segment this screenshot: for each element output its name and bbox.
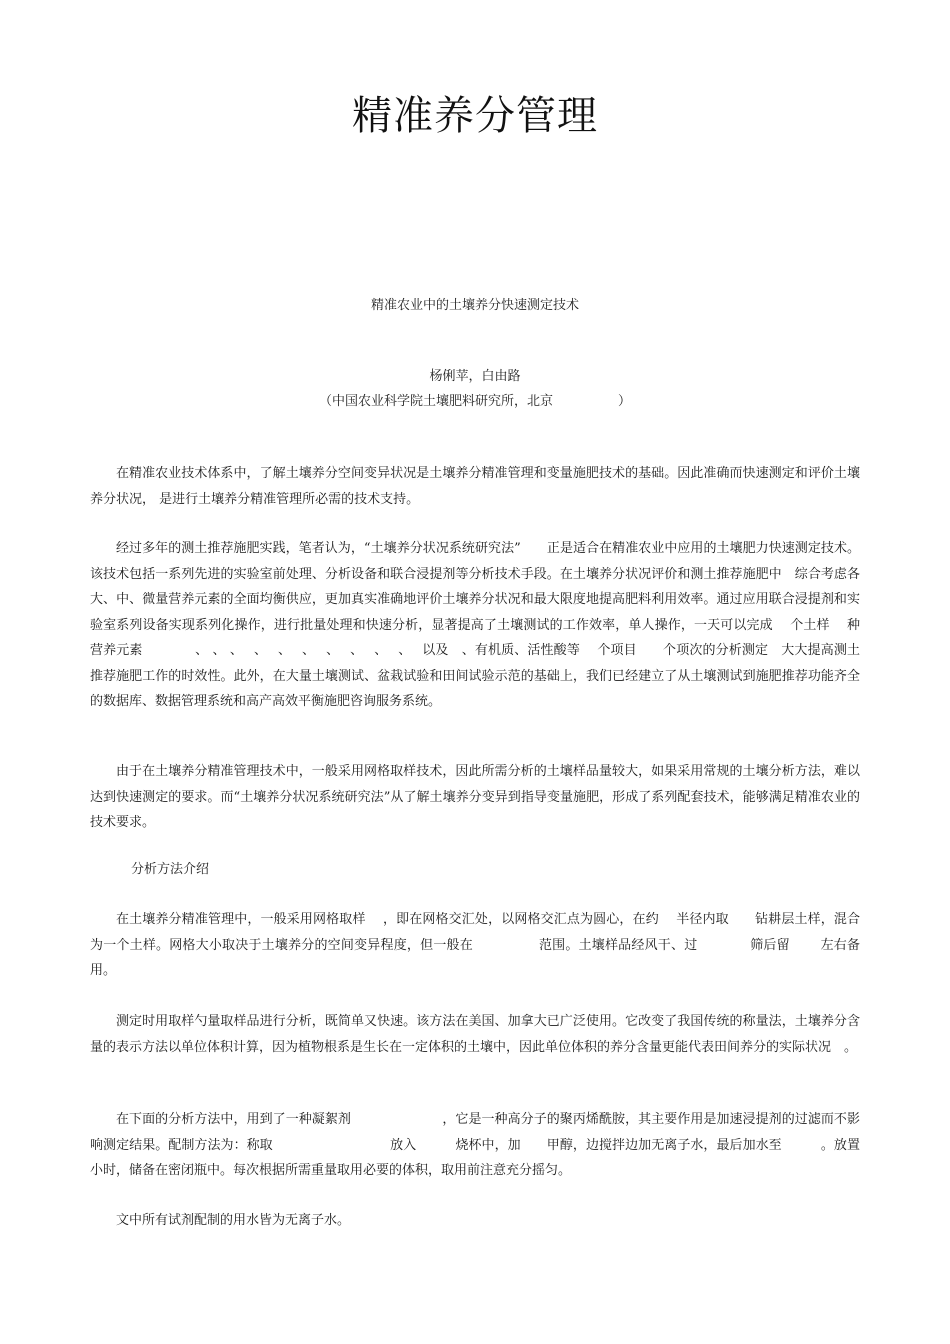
page-title: 精准养分管理 bbox=[352, 93, 598, 139]
article-subtitle: 精准农业中的土壤养分快速测定技术 bbox=[370, 298, 579, 313]
body-paragraph-block bbox=[90, 907, 860, 984]
section-heading: 分析方法介绍 bbox=[131, 862, 210, 877]
body-paragraph-block bbox=[90, 759, 860, 836]
paragraph-method-overview: 经过多年的测土推荐施肥实践，笔者认为，“土壤养分状况系统研究法” 正是适合在精准农业中应用的土壤肥力快速测定技术。该技术包括一系列先进的实验室前处理、分析设备和联合浸提剂等分析技术手段。在土壤养分状况评价和测土推荐施肥中 综合考虑各大、中、微量营养元素的全面均衡供应，更加真实准确地评价土壤养分状况和最大限度地提高肥料利用效率。通过应用联合浸提剂和实验室系列设备实现系列化操作，进行批量处理和快速分析，显著提高了土壤测试的工作效率，单人操作，一天可以完成 个土样 种营养元素 、 、 、 、 、 、 、 、 、 、 以及 、有机质、活性酸等 个项目 个项次的分析测定 大大提高测土推荐施肥工作的时效性。此外，在大量土壤测试、盆栽试验和田间试验示范的基础上，我们已经建立了从土壤测试到施肥推荐功能齐全的数据库、数据管理系统和高产高效平衡施肥咨询服务系统。 bbox=[90, 541, 860, 709]
paragraph-flocculant: 在下面的分析方法中，用到了一种凝絮剂 ，它是一种高分子的聚丙烯酰胺，其主要作用是加速浸提剂的过滤而不影响测定结果。配制方法为：称取 放入 烧杯中，加 甲醇，边搅拌边加无离子水，最后加水至 。放置 小时，储备在密闭瓶中。每次根据所需重量取用必要的体积，取用前注意充分摇匀。 bbox=[90, 1112, 878, 1178]
paragraph-grid-sampling: 在土壤养分精准管理中，一般采用网格取样 ，即在网格交汇处，以网格交汇点为圆心，在约 半径内取 钻耕层土样，混合为一个土样。网格大小取决于土壤养分的空间变异程度，但一般在 范围。土壤样品经风干、过 筛后留 左右备用。 bbox=[90, 912, 860, 978]
body-paragraph-block bbox=[90, 536, 860, 715]
paragraph-volume-measure: 测定时用取样勺量取样品进行分析，既简单又快速。该方法在美国、加拿大已广泛使用。它改变了我国传统的称量法，土壤养分含量的表示方法以单位体积计算，因为植物根系是生长在一定体积的土壤中，因此单位体积的养分含量更能代表田间养分的实际状况 。 bbox=[90, 1014, 860, 1055]
body-paragraph-block bbox=[90, 461, 860, 512]
body-paragraph-block bbox=[90, 1009, 860, 1060]
paragraph-intro: 在精准农业技术体系中，了解土壤养分空间变异状况是土壤养分精准管理和变量施肥技术的基础。因此准确而快速测定和评价土壤养分状况， 是进行土壤养分精准管理所必需的技术支持。 bbox=[90, 466, 860, 507]
paragraph-grid-sampling-need: 由于在土壤养分精准管理技术中，一般采用网格取样技术，因此所需分析的土壤样品量较大，如果采用常规的土壤分析方法，难以达到快速测定的要求。而“土壤养分状况系统研究法”从了解土壤养分变异到指导变量施肥，形成了系列配套技术，能够满足精准农业的技术要求。 bbox=[90, 764, 860, 830]
body-paragraph-block bbox=[90, 1208, 860, 1234]
paragraph-reagent-water: 文中所有试剂配制的用水皆为无离子水。 bbox=[116, 1213, 351, 1228]
article-authors: 杨俐苹，白由路 bbox=[429, 369, 521, 384]
body-paragraph-block bbox=[90, 1107, 878, 1184]
author-affiliation: （中国农业科学院土壤肥料研究所，北京 ） bbox=[318, 394, 631, 409]
